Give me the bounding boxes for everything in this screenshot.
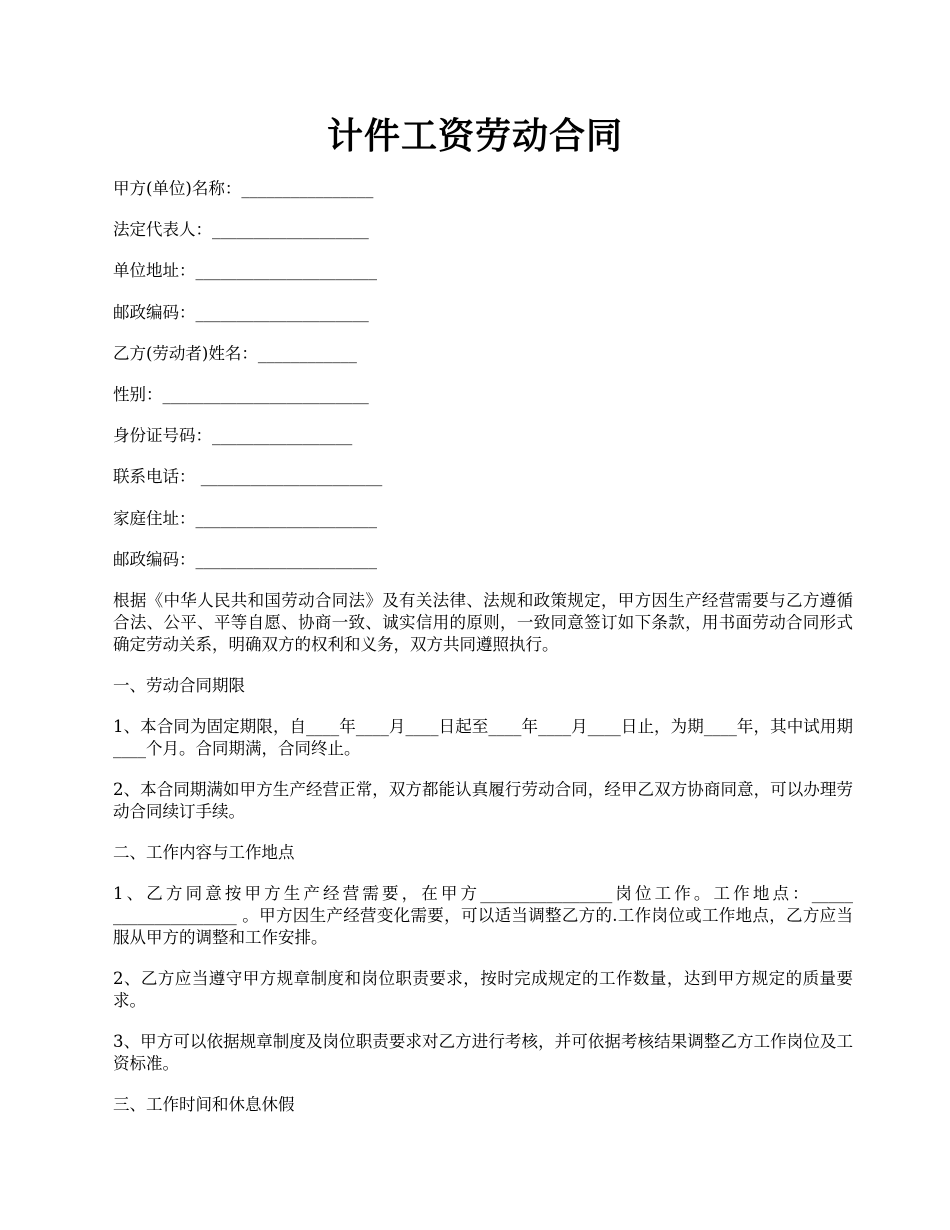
field-phone: 联系电话： ______________________ <box>113 467 383 487</box>
field-company-address: 单位地址：______________________ <box>113 261 377 281</box>
section-heading-work-content: 二、工作内容与工作地点 <box>113 842 295 862</box>
field-home-postcode: 邮政编码：______________________ <box>113 549 377 569</box>
clause-1-2: 2、本合同期满如甲方生产经营正常，双方都能认真履行劳动合同，经甲乙双方协商同意，可以办理劳动合同续订手续。 <box>113 779 853 821</box>
clause-2-1: 1、乙方同意按甲方生产经营需要，在甲方________________岗位工作。工作地点：_____ _______________ 。甲方因生产经营变化需要，可以适当调整乙方的.工作岗位或工作地点，乙方应当服从甲方的调整和工作安排。 <box>113 883 853 947</box>
field-party-a-name: 甲方(单位)名称：________________ <box>113 179 374 198</box>
section-heading-contract-term: 一、劳动合同期限 <box>113 675 245 695</box>
field-company-postcode: 邮政编码：_____________________ <box>113 302 369 322</box>
document-body <box>113 178 853 1135</box>
clause-2-3: 3、甲方可以依据规章制度及岗位职责要求对乙方进行考核，并可依据考核结果调整乙方工作岗位及工资标准。 <box>113 1031 853 1073</box>
field-home-address: 家庭住址：______________________ <box>113 508 377 528</box>
clause-2-2: 2、乙方应当遵守甲方规章制度和岗位职责要求，按时完成规定的工作数量，达到甲方规定的质量要求。 <box>113 968 853 1010</box>
field-legal-representative: 法定代表人：___________________ <box>113 220 369 240</box>
section-heading-working-hours: 三、工作时间和休息休假 <box>113 1094 295 1114</box>
preamble-paragraph: 根据《中华人民共和国劳动合同法》及有关法律、法规和政策规定，甲方因生产经营需要与乙方遵循合法、公平、平等自愿、协商一致、诚实信用的原则，一致同意签订如下条款，用书面劳动合同形式确定劳动关系，明确双方的权利和义务，双方共同遵照执行。 <box>113 590 853 654</box>
document-title: 计件工资劳动合同 <box>326 115 623 157</box>
clause-1-1: 1、本合同为固定期限，自____年____月____日起至____年____月____日止，为期____年，其中试用期____个月。合同期满，合同终止。 <box>113 716 853 758</box>
field-id-number: 身份证号码：_________________ <box>113 426 353 446</box>
field-party-b-name: 乙方(劳动者)姓名：____________ <box>113 343 357 363</box>
field-gender: 性别：_________________________ <box>113 384 369 404</box>
